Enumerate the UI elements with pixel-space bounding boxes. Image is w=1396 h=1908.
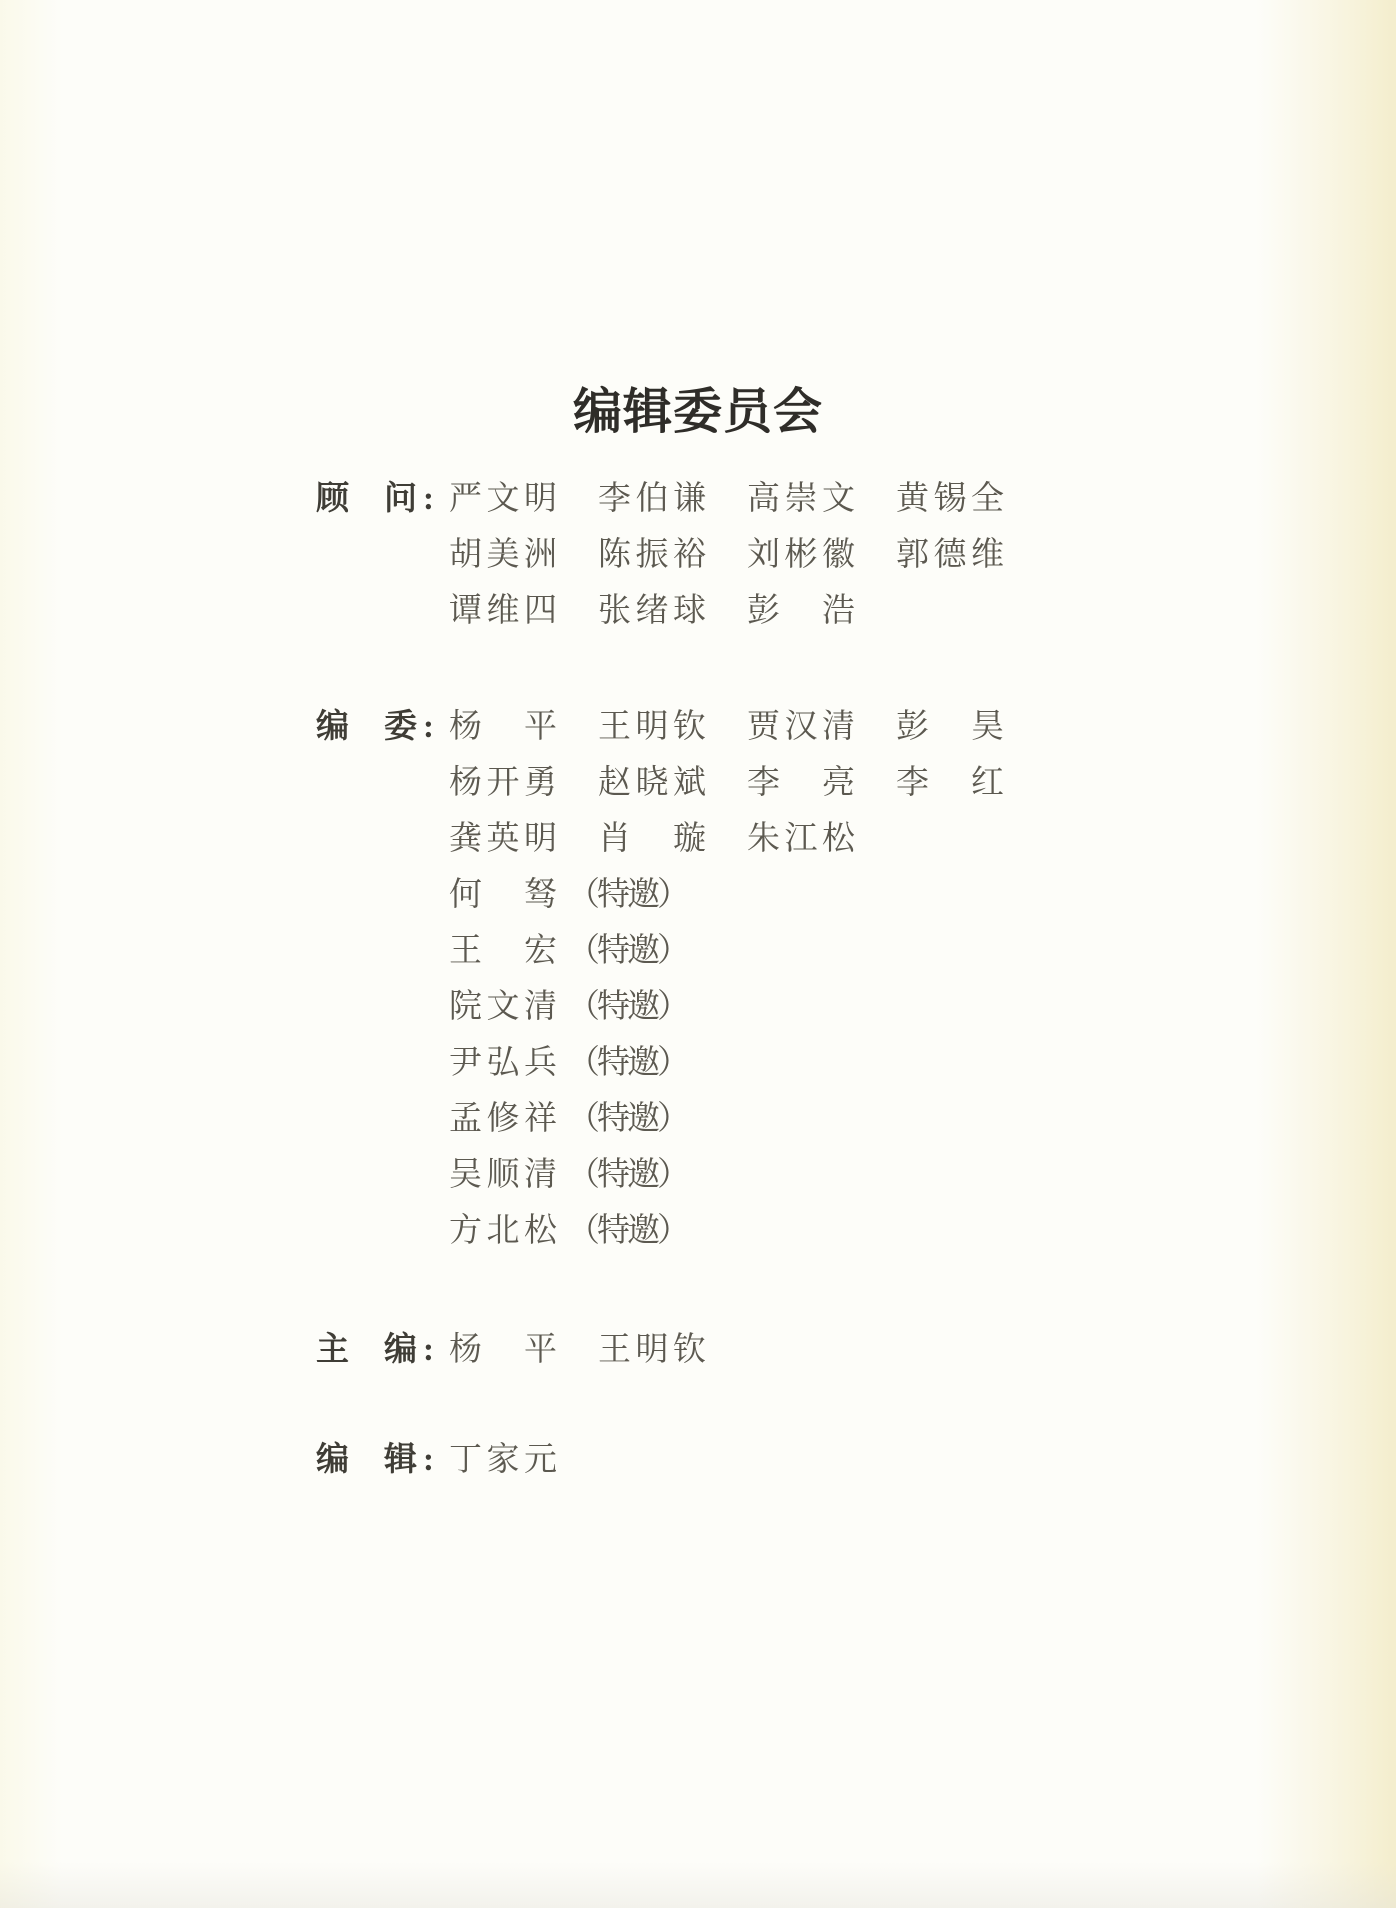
member-name-char: 尹 xyxy=(449,1045,482,1081)
member-name-char: 王 xyxy=(598,1332,631,1368)
member-name xyxy=(449,1432,557,1488)
invited-tag: （特邀） xyxy=(567,1157,687,1193)
names-cell xyxy=(449,471,1045,527)
member-name-char: 顺 xyxy=(486,1157,520,1193)
member-name-char: 振 xyxy=(635,537,669,573)
member-name-char: 晓 xyxy=(635,765,669,801)
member-name xyxy=(747,527,855,583)
member-name-char: 吴 xyxy=(449,1157,482,1193)
role-label-char: 辑 xyxy=(384,1442,417,1478)
committee-row xyxy=(316,1203,1045,1259)
invited-tag: （特邀） xyxy=(567,877,687,913)
member-name xyxy=(449,1203,557,1259)
member-name-char: 明 xyxy=(524,481,557,517)
member-name-char: 刘 xyxy=(747,537,780,573)
member-name-char: 明 xyxy=(524,821,557,857)
scan-edge-shadow-bottom xyxy=(0,1862,1396,1908)
member-name-char: 朱 xyxy=(747,821,780,857)
names-cell xyxy=(449,699,1045,755)
member-name-char: 张 xyxy=(598,593,631,629)
names-cell xyxy=(449,811,896,867)
member-name-char: 清 xyxy=(524,1157,557,1193)
role-label-text xyxy=(316,471,417,527)
role-label-char: 编 xyxy=(316,1442,349,1478)
member-name xyxy=(449,471,557,527)
member-name-char: 松 xyxy=(822,821,855,857)
member-name-char: 钦 xyxy=(673,1332,706,1368)
member-name-char: 明 xyxy=(635,709,669,745)
role-label-char: 委 xyxy=(384,709,417,745)
section-advisors xyxy=(316,471,1045,639)
member-name-char: 彬 xyxy=(784,537,818,573)
member-name xyxy=(449,923,557,979)
member-name-char: 丁 xyxy=(449,1442,482,1478)
member-name xyxy=(896,527,1004,583)
member-name-char: 美 xyxy=(486,537,520,573)
member-name xyxy=(598,583,706,639)
member-name xyxy=(896,471,1004,527)
member-name-char: 孟 xyxy=(449,1101,482,1137)
member-name-char: 四 xyxy=(524,593,557,629)
member-name-char: 赵 xyxy=(598,765,631,801)
section-editor xyxy=(316,1432,598,1488)
member-name-char: 斌 xyxy=(673,765,706,801)
member-name-char: 贾 xyxy=(747,709,780,745)
member-name-char: 兵 xyxy=(524,1045,557,1081)
member-name xyxy=(449,699,557,755)
member-name xyxy=(449,811,557,867)
member-name-char: 明 xyxy=(635,1332,669,1368)
member-name xyxy=(598,811,706,867)
role-label-colon: : xyxy=(423,1442,434,1478)
member-name-char: 黄 xyxy=(896,481,929,517)
member-name xyxy=(747,755,855,811)
committee-row xyxy=(316,1147,1045,1203)
member-name-char: 璇 xyxy=(673,821,706,857)
member-name-char: 崇 xyxy=(784,481,818,517)
names-cell xyxy=(449,1091,687,1147)
member-name xyxy=(449,1147,557,1203)
role-label-char: 顾 xyxy=(316,481,349,517)
member-name xyxy=(598,755,706,811)
member-name-char: 家 xyxy=(486,1442,520,1478)
member-name xyxy=(449,1035,557,1091)
role-label xyxy=(316,1322,449,1378)
section-editorial-board xyxy=(316,699,1045,1259)
member-name-char: 昊 xyxy=(971,709,1004,745)
member-name-char: 驽 xyxy=(524,877,557,913)
committee-row xyxy=(316,979,1045,1035)
member-name-char: 李 xyxy=(896,765,929,801)
member-name-char: 严 xyxy=(449,481,482,517)
member-name xyxy=(598,527,706,583)
member-name-char: 李 xyxy=(747,765,780,801)
member-name-char: 肖 xyxy=(598,821,631,857)
role-label-colon: : xyxy=(423,481,434,517)
member-name-char: 高 xyxy=(747,481,780,517)
role-label xyxy=(316,699,449,755)
committee-row xyxy=(316,867,1045,923)
invited-tag: （特邀） xyxy=(567,933,687,969)
member-name-char: 谭 xyxy=(449,593,482,629)
member-name-char: 院 xyxy=(449,989,482,1025)
member-name-char: 杨 xyxy=(449,765,482,801)
section-chief-editors xyxy=(316,1322,747,1378)
member-name-char: 文 xyxy=(486,989,520,1025)
role-label-char: 编 xyxy=(316,709,349,745)
invited-tag: （特邀） xyxy=(567,1213,687,1249)
member-name-char: 文 xyxy=(822,481,855,517)
scan-edge-tint-right xyxy=(1256,0,1396,1908)
committee-row xyxy=(316,699,1045,755)
member-name xyxy=(449,1091,557,1147)
member-name xyxy=(449,1322,557,1378)
member-name-char: 龚 xyxy=(449,821,482,857)
committee-row xyxy=(316,1322,747,1378)
member-name-char: 裕 xyxy=(673,537,706,573)
member-name-char: 谦 xyxy=(673,481,706,517)
member-name xyxy=(449,583,557,639)
names-cell xyxy=(449,583,896,639)
names-cell xyxy=(449,923,687,979)
member-name-char: 亮 xyxy=(822,765,855,801)
names-cell xyxy=(449,867,687,923)
committee-row xyxy=(316,1035,1045,1091)
role-label xyxy=(316,1432,449,1488)
committee-row xyxy=(316,923,1045,979)
member-name-char: 汉 xyxy=(784,709,818,745)
member-name-char: 修 xyxy=(486,1101,520,1137)
member-name-char: 德 xyxy=(933,537,967,573)
member-name xyxy=(896,755,1004,811)
member-name-char: 清 xyxy=(822,709,855,745)
member-name xyxy=(449,755,557,811)
member-name-char: 王 xyxy=(449,933,482,969)
member-name xyxy=(747,471,855,527)
member-name-char: 弘 xyxy=(486,1045,520,1081)
member-name-char: 锡 xyxy=(933,481,967,517)
member-name-char: 何 xyxy=(449,877,482,913)
names-cell xyxy=(449,979,687,1035)
member-name-char: 胡 xyxy=(449,537,482,573)
member-name-char: 维 xyxy=(971,537,1004,573)
member-name-char: 平 xyxy=(524,1332,557,1368)
names-cell xyxy=(449,1322,747,1378)
committee-row xyxy=(316,583,1045,639)
member-name-char: 绪 xyxy=(635,593,669,629)
names-cell xyxy=(449,755,1045,811)
member-name-char: 杨 xyxy=(449,1332,482,1368)
member-name-char: 球 xyxy=(673,593,706,629)
member-name-char: 杨 xyxy=(449,709,482,745)
member-name-char: 陈 xyxy=(598,537,631,573)
member-name-char: 郭 xyxy=(896,537,929,573)
committee-row xyxy=(316,471,1045,527)
names-cell xyxy=(449,1203,687,1259)
member-name-char: 元 xyxy=(524,1442,557,1478)
member-name-char: 松 xyxy=(524,1213,557,1249)
member-name xyxy=(449,979,557,1035)
role-label-char: 编 xyxy=(384,1332,417,1368)
member-name-char: 文 xyxy=(486,481,520,517)
member-name-char: 江 xyxy=(784,821,818,857)
member-name-char: 浩 xyxy=(822,593,855,629)
member-name-char: 红 xyxy=(971,765,1004,801)
role-label-text xyxy=(316,1432,417,1488)
member-name-char: 方 xyxy=(449,1213,482,1249)
committee-row xyxy=(316,811,1045,867)
member-name-char: 宏 xyxy=(524,933,557,969)
names-cell xyxy=(449,1147,687,1203)
invited-tag: （特邀） xyxy=(567,1101,687,1137)
member-name xyxy=(598,1322,706,1378)
member-name xyxy=(747,699,855,755)
names-cell xyxy=(449,1035,687,1091)
member-name-char: 李 xyxy=(598,481,631,517)
role-label-char: 主 xyxy=(316,1332,349,1368)
member-name-char: 徽 xyxy=(822,537,855,573)
member-name-char: 平 xyxy=(524,709,557,745)
names-cell xyxy=(449,527,1045,583)
names-cell xyxy=(449,1432,598,1488)
committee-row xyxy=(316,755,1045,811)
member-name xyxy=(896,699,1004,755)
invited-tag: （特邀） xyxy=(567,989,687,1025)
member-name-char: 清 xyxy=(524,989,557,1025)
member-name-char: 维 xyxy=(486,593,520,629)
member-name xyxy=(747,583,855,639)
member-name-char: 英 xyxy=(486,821,520,857)
committee-row xyxy=(316,1091,1045,1147)
invited-tag: （特邀） xyxy=(567,1045,687,1081)
member-name-char: 祥 xyxy=(524,1101,557,1137)
member-name-char: 北 xyxy=(486,1213,520,1249)
committee-row xyxy=(316,1432,598,1488)
member-name-char: 彭 xyxy=(896,709,929,745)
role-label-text xyxy=(316,699,417,755)
member-name-char: 勇 xyxy=(524,765,557,801)
scan-edge-tint-left xyxy=(0,0,62,1908)
member-name-char: 彭 xyxy=(747,593,780,629)
member-name xyxy=(449,527,557,583)
member-name xyxy=(449,867,557,923)
member-name-char: 开 xyxy=(486,765,520,801)
committee-row xyxy=(316,527,1045,583)
member-name-char: 全 xyxy=(971,481,1004,517)
member-name-char: 钦 xyxy=(673,709,706,745)
role-label-text xyxy=(316,1322,417,1378)
member-name-char: 伯 xyxy=(635,481,669,517)
member-name xyxy=(598,699,706,755)
role-label-char: 问 xyxy=(384,481,417,517)
member-name-char: 王 xyxy=(598,709,631,745)
role-label xyxy=(316,471,449,527)
role-label-colon: : xyxy=(423,1332,434,1368)
member-name xyxy=(598,471,706,527)
member-name xyxy=(747,811,855,867)
role-label-colon: : xyxy=(423,709,434,745)
member-name-char: 洲 xyxy=(524,537,557,573)
page-title: 编辑委员会 xyxy=(572,383,823,439)
